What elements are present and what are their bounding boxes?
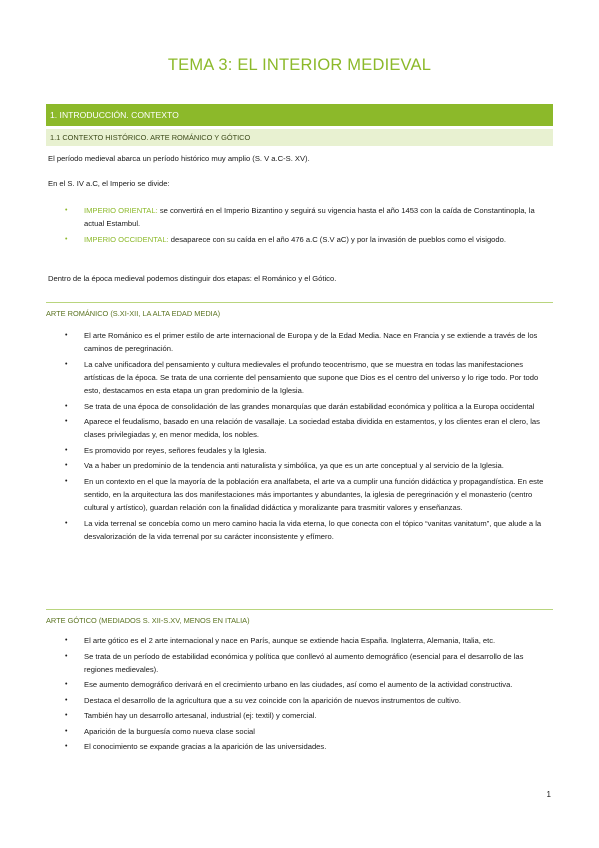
list-item [48,725,553,738]
list-item-text: La calve unificadora del pensamiento y cultura medievales el profundo teocentrismo, que se muestra en todas las manifestaciones artísticas de la época. Se trata de una corriente del pensamiento que supone que Dios es el centro del universo y lo rige todo. Por todo esto, destacamos en esta etapa un gran predominio de la Iglesia. [84,359,539,396]
list-item [48,358,553,398]
list-item [48,740,553,753]
list-item-text: Aparece el feudalismo, basado en una relación de vasallaje. La sociedad estaba dividida en estamentos, y los clientes eran el clero, las clases privilegiadas y, en menor medida, los nobles. [84,417,540,440]
empire-text: desaparece con su caída en el año 476 a.C (S.V aC) y por la invasión de pueblos como el visigodo. [168,234,506,244]
gotico-list [48,634,553,756]
page-number: 1 [546,790,551,799]
bullet-icon: • [65,696,68,704]
bullet-icon: • [65,652,68,660]
bullet-icon: • [65,519,68,527]
list-item-text: También hay un desarrollo artesanal, industrial (ej: textil) y comercial. [84,711,317,721]
bullet-icon: • [65,360,68,368]
bullet-icon: • [65,332,68,339]
list-item-text: Aparición de la burguesía como nueva clase social [84,726,255,736]
page-title: TEMA 3: EL INTERIOR MEDIEVAL [167,56,432,74]
list-item [48,329,553,355]
list-item-text: Destaca el desarrollo de la agricultura que a su vez coincide con la aparición de nuevos instrumentos de cultivo. [84,695,461,705]
list-item [48,415,553,441]
list-item [48,517,553,543]
list-item [48,650,553,676]
list-item [48,400,553,413]
bullet-icon: • [65,235,68,243]
bullet-icon: • [65,637,68,644]
list-item-text: Se trata de un período de estabilidad económica y política que conllevó al aumento demográfico (esencial para el desarrollo de las regiones medievales). [84,651,524,674]
list-item-text: En un contexto en el que la mayoría de la población era analfabeta, el arte va a cumplir una función didáctica y propagandística. En este sentido, en la arquitectura las dos manifestaciones más importantes y abundantes, la iglesia de peregrinación y el monasterio (centro cultural y artístico), guardan relación con la finalidad didáctica y moralizante para trasmitir valores y enseñanzas. [84,476,544,513]
stages-paragraph: Dentro de la época medieval podemos distinguir dos etapas: el Románico y el Gótico. [48,274,337,283]
list-item [48,678,553,691]
bullet-icon: • [65,712,68,720]
bullet-icon: • [65,418,68,426]
gotico-heading: ARTE GÓTICO (MEDIADOS S. XII-S.XV, MENOS EN ITALIA) [46,609,553,625]
bullet-icon: • [65,477,68,485]
list-item-text: Se trata de una época de consolidación de las grandes monarquías que darán estabilidad económica y política a la Europa occidental [84,401,535,411]
bullet-icon: • [65,207,68,214]
empire-text: se convertirá en el Imperio Bizantino y seguirá su vigencia hasta el año 1453 con la caída de Constantinopla, la actual Estambul. [84,206,535,229]
bullet-icon: • [65,681,68,689]
empire-intro-paragraph: En el S. IV a.C, el Imperio se divide: [48,179,170,188]
list-item-text: El arte gótico es el 2 arte internacional y nace en París, aunque se extiende hacia España. Inglaterra, Alemania, Italia, etc. [84,636,496,645]
bullet-icon: • [65,446,68,454]
list-item [48,233,553,246]
romanico-heading: ARTE ROMÁNICO (S.XI-XII, LA ALTA EDAD MEDIA) [46,302,553,318]
list-item [48,634,553,647]
empire-label: IMPERIO ORIENTAL: [84,206,158,215]
section-heading-introduccion: 1. INTRODUCCIÓN. CONTEXTO [46,104,553,126]
list-item [48,204,553,230]
list-item [48,459,553,472]
list-item-text: El arte Románico es el primer estilo de arte internacional de Europa y de la Edad Media. Nace en Francia y se extiende a través de los caminos de peregrinación. [84,331,538,354]
empire-list [48,204,553,248]
bullet-icon: • [65,743,68,751]
list-item-text: Va a haber un predominio de la tendencia anti naturalista y simbólica, ya que es un arte conceptual y al servicio de la Iglesia. [84,461,504,471]
bullet-icon: • [65,402,68,410]
intro-paragraph: El período medieval abarca un período histórico muy amplio (S. V a.C-S. XV). [48,154,310,163]
list-item [48,709,553,722]
romanico-list [48,329,553,545]
list-item-text: El conocimiento se expande gracias a la aparición de las universidades. [84,742,327,752]
empire-label: IMPERIO OCCIDENTAL: [84,234,169,244]
subsection-heading-contexto: 1.1 CONTEXTO HISTÓRICO. ARTE ROMÁNICO Y GÓTICO [46,129,553,146]
list-item [48,444,553,457]
list-item-text: Ese aumento demográfico derivará en el crecimiento urbano en las ciudades, así como el aumento de la actividad constructiva. [84,680,513,690]
list-item [48,694,553,707]
list-item-text: Es promovido por reyes, señores feudales y la Iglesia. [84,445,267,455]
bullet-icon: • [65,727,68,735]
bullet-icon: • [65,462,68,470]
list-item [48,475,553,515]
list-item-text: La vida terrenal se concebía como un mero camino hacia la vida eterna, lo que conecta con el tópico “vanitas vanitatum”, que alude a la desvalorización de la vida terrenal por su carácter inconsistente y efímero. [84,518,542,541]
